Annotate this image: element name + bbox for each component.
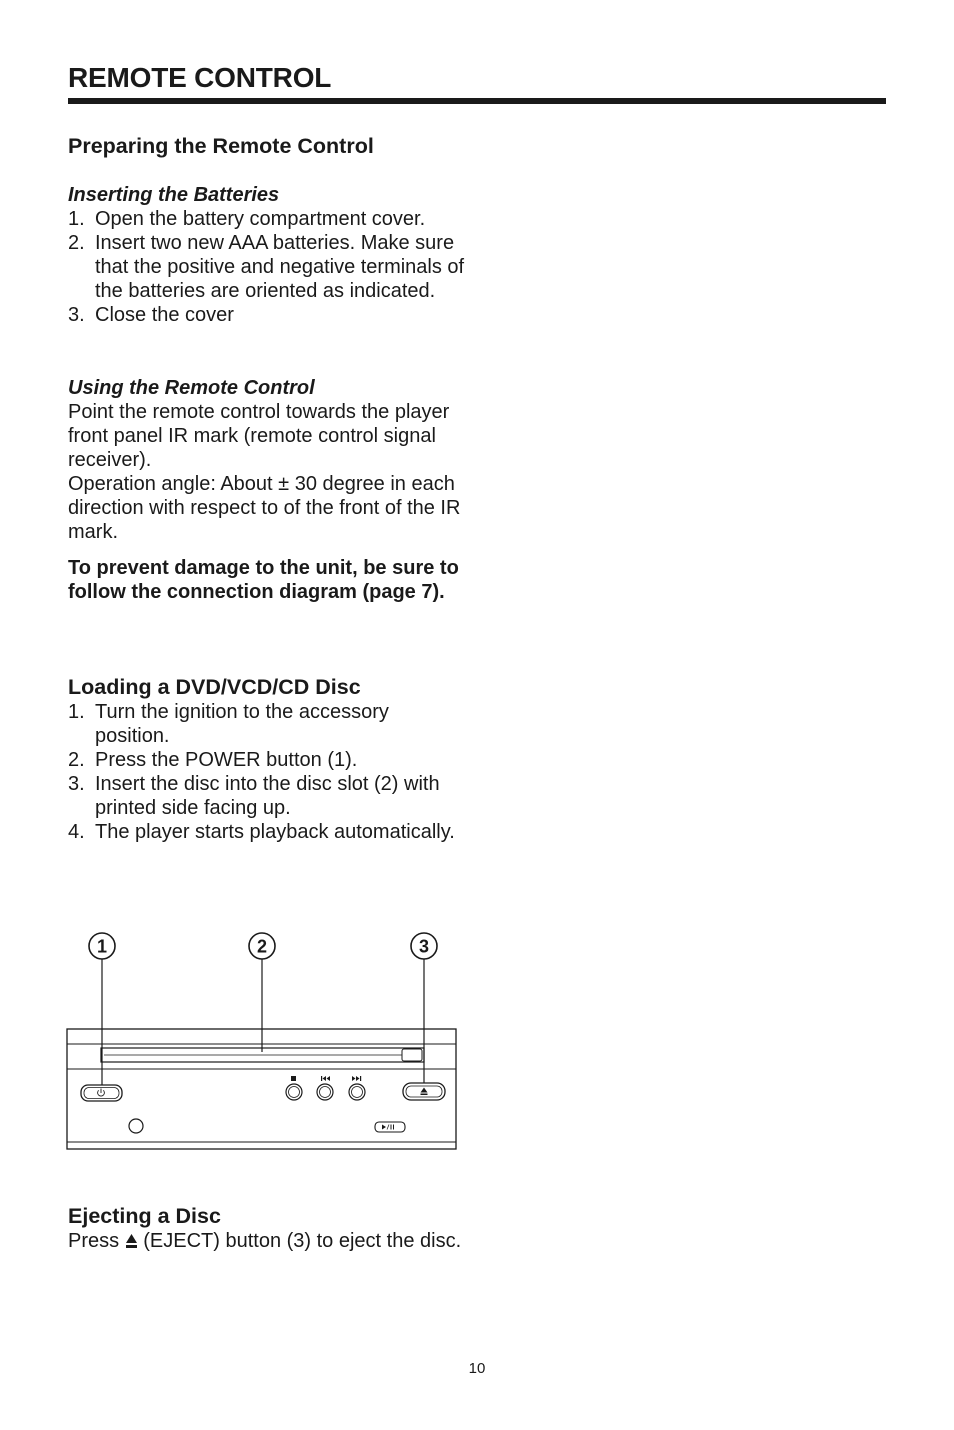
callout-2	[249, 933, 275, 959]
using-remote-paragraph: Point the remote control towards the player front panel IR mark (remote control signal receiver).	[68, 401, 450, 471]
next-button	[349, 1076, 365, 1100]
list-item	[68, 748, 468, 772]
list-item	[68, 303, 468, 327]
page-title: REMOTE CONTROL	[68, 62, 332, 93]
stop-button	[286, 1076, 302, 1100]
previous-track-icon	[321, 1076, 330, 1081]
callout-3	[411, 933, 437, 959]
battery-steps-list	[68, 207, 468, 327]
eject-text-after: (EJECT) button (3) to eject the disc.	[137, 1230, 462, 1252]
stop-icon	[291, 1076, 296, 1081]
section-heading-ejecting: Ejecting a Disc	[68, 1204, 221, 1228]
callout-label: 1	[96, 936, 108, 957]
step-number: 3.	[68, 773, 85, 795]
power-button	[81, 1085, 122, 1101]
next-track-icon	[352, 1076, 361, 1081]
section-heading-preparing: Preparing the Remote Control	[68, 134, 374, 158]
eject-icon	[125, 1233, 138, 1249]
eject-button	[403, 1083, 445, 1100]
previous-button	[317, 1076, 333, 1100]
step-text: The player starts playback automatically.	[95, 821, 455, 843]
step-text: Close the cover	[95, 304, 234, 326]
step-number: 2.	[68, 232, 85, 254]
list-item	[68, 207, 468, 231]
callout-1	[89, 933, 115, 959]
ejecting-text	[68, 1229, 468, 1253]
operation-angle-paragraph: Operation angle: About ± 30 degree in each direction with respect to of the front of the IR mark.	[68, 473, 461, 543]
step-number: 1.	[68, 701, 85, 723]
list-item	[68, 772, 468, 820]
step-text: Insert two new AAA batteries. Make sure that the positive and negative terminals of the batteries are oriented as indicated.	[95, 232, 465, 302]
using-remote-text	[68, 400, 468, 544]
subheading-using-remote: Using the Remote Control	[68, 377, 315, 399]
section-heading-loading: Loading a DVD/VCD/CD Disc	[68, 675, 361, 699]
step-number: 4.	[68, 821, 85, 843]
subheading-inserting-batteries: Inserting the Batteries	[68, 184, 280, 206]
ir-sensor	[129, 1119, 143, 1133]
title-rule	[68, 98, 886, 104]
warning-note: To prevent damage to the unit, be sure to follow the connection diagram (page 7).	[68, 557, 459, 603]
step-number: 2.	[68, 749, 85, 771]
step-text: Turn the ignition to the accessory position.	[95, 701, 389, 747]
list-item	[68, 700, 468, 748]
callout-label: 3	[418, 936, 430, 957]
step-text: Insert the disc into the disc slot (2) with printed side facing up.	[95, 773, 440, 819]
list-item	[68, 231, 468, 303]
front-panel-diagram	[66, 928, 460, 1154]
eject-text-before: Press	[68, 1230, 125, 1252]
step-number: 3.	[68, 304, 85, 326]
step-text: Press the POWER button (1).	[95, 749, 358, 771]
loading-steps-list	[68, 700, 468, 844]
page-number: 10	[468, 1360, 486, 1377]
list-item	[68, 820, 468, 844]
play-pause-button	[375, 1122, 405, 1132]
step-number: 1.	[68, 208, 85, 230]
step-text: Open the battery compartment cover.	[95, 208, 426, 230]
callout-label: 2	[256, 936, 268, 957]
